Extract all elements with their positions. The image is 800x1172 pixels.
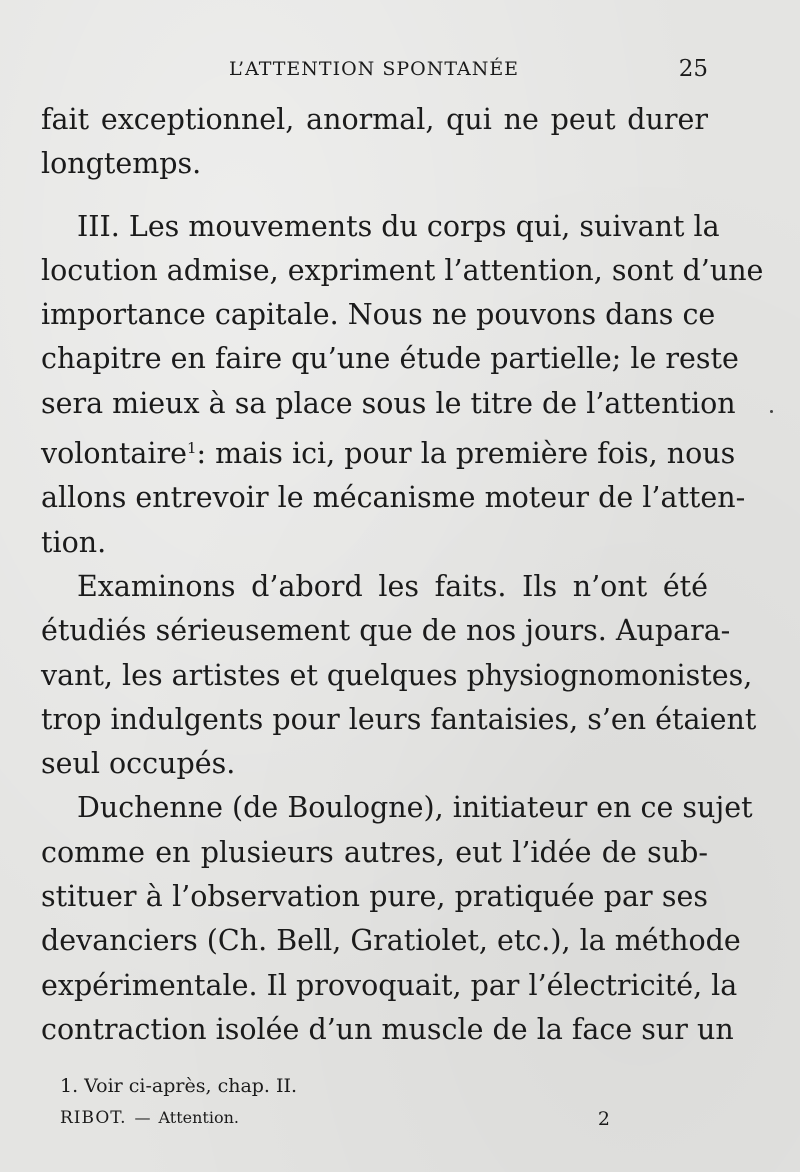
- text-line: Duchenne (de Boulogne), initiateur en ce sujet: [77, 791, 753, 825]
- text-line-with-footnote: [41, 426, 736, 476]
- running-title: L’ATTENTION SPONTANÉE: [228, 58, 520, 80]
- text-line: vant, les artistes et quelques physiognomonistes,: [41, 658, 753, 692]
- text-line: contraction isolée d’un muscle de la face sur un: [41, 1012, 734, 1046]
- text-line: devanciers (Ch. Bell, Gratiolet, etc.), la méthode: [41, 924, 741, 958]
- page-number: 25: [678, 56, 708, 82]
- signature-separator: —: [134, 1108, 151, 1127]
- text-line: III. Les mouvements du corps qui, suivant la: [77, 209, 720, 243]
- text-line: trop indulgents pour leurs fantaisies, s’en étaient: [41, 702, 757, 736]
- text-line: chapitre en faire qu’une étude partielle; le reste: [41, 342, 739, 376]
- printer-signature: [60, 1108, 610, 1128]
- text-line: allons entrevoir le mécanisme moteur de l’atten-: [41, 481, 746, 515]
- signature-title: Attention.: [158, 1108, 239, 1127]
- text-line: étudiés sérieusement que de nos jours. Aupara-: [41, 614, 731, 648]
- footnote: 1. Voir ci-après, chap. II.: [60, 1075, 298, 1097]
- running-head: [40, 56, 708, 86]
- text-line: longtemps.: [41, 147, 202, 181]
- footnote-ref: 1: [186, 439, 197, 458]
- paper-speck: [770, 410, 773, 413]
- signature-author: RIBOT.: [60, 1108, 127, 1128]
- text-line: fait exceptionnel, anormal, qui ne peut durer: [41, 103, 708, 136]
- text-line: seul occupés.: [41, 747, 236, 781]
- text-line: locution admise, expriment l’attention, sont d’une: [41, 253, 764, 287]
- signature-sheet-number: 2: [597, 1108, 610, 1130]
- text-fragment: : mais ici, pour la première fois, nous: [196, 437, 736, 471]
- text-line: expérimentale. Il provoquait, par l’électricité, la: [41, 968, 738, 1002]
- text-line: Examinons d’abord les faits. Ils n’ont été: [77, 569, 708, 603]
- text-line: importance capitale. Nous ne pouvons dans ce: [41, 298, 716, 332]
- text-fragment: volontaire: [41, 437, 187, 471]
- text-line: comme en plusieurs autres, eut l’idée de sub-: [41, 835, 708, 869]
- text-line: stituer à l’observation pure, pratiquée par ses: [41, 880, 708, 914]
- text-line: tion.: [41, 525, 107, 559]
- text-line: sera mieux à sa place sous le titre de l’attention: [41, 386, 736, 420]
- body-text: [41, 98, 764, 1052]
